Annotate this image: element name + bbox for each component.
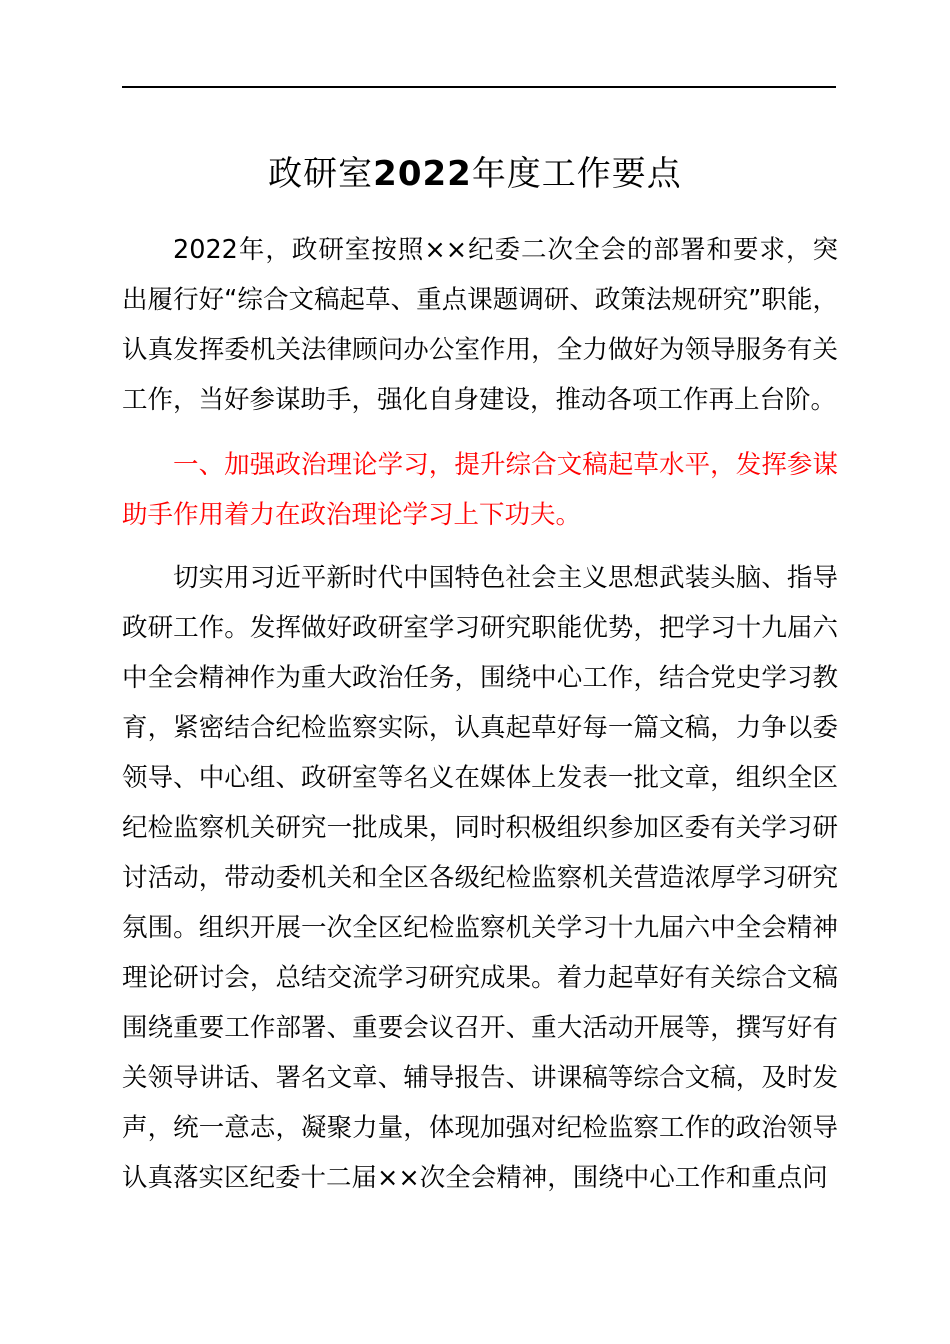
section-1-heading: 一、加强政治理论学习，提升综合文稿起草水平，发挥参谋助手作用着力在政治理论学习上下功夫。 [122,450,838,530]
intro-paragraph: 2022年，政研室按照××纪委二次全会的部署和要求，突出履行好“综合文稿起草、重点课题调研、政策法规研究”职能，认真发挥委机关法律顾问办公室作用，全力做好为领导服务有关工作，当好参谋助手，强化自身建设，推动各项工作再上台阶。 [122,235,838,415]
page-title [0,148,950,200]
section-1-body: 切实用习近平新时代中国特色社会主义思想武装头脑、指导政研工作。发挥做好政研室学习研究职能优势，把学习十九届六中全会精神作为重大政治任务，围绕中心工作，结合党史学习教育，紧密结合纪检监察实际，认真起草好每一篇文稿，力争以委领导、中心组、政研室等名义在媒体上发表一批文章，组织全区纪检监察机关研究一批成果，同时积极组织参加区委有关学习研讨活动，带动委机关和全区各级纪检监察机关营造浓厚学习研究氛围。组织开展一次全区纪检监察机关学习十九届六中全会精神理论研讨会，总结交流学习研究成果。着力起草好有关综合文稿围绕重要工作部署、重要会议召开、重大活动开展等，撰写好有关领导讲话、署名文章、辅导报告、讲课稿等综合文稿，及时发声，统一意志，凝聚力量，体现加强对纪检监察工作的政治领导认真落实区纪委十二届××次全会精神，围绕中心工作和重点问 [122,563,838,1193]
title-prefix: 政研室 [268,154,374,194]
header-rule [122,86,836,88]
title-suffix: 年度工作要点 [471,154,682,194]
title-year: 2022 [373,154,472,194]
